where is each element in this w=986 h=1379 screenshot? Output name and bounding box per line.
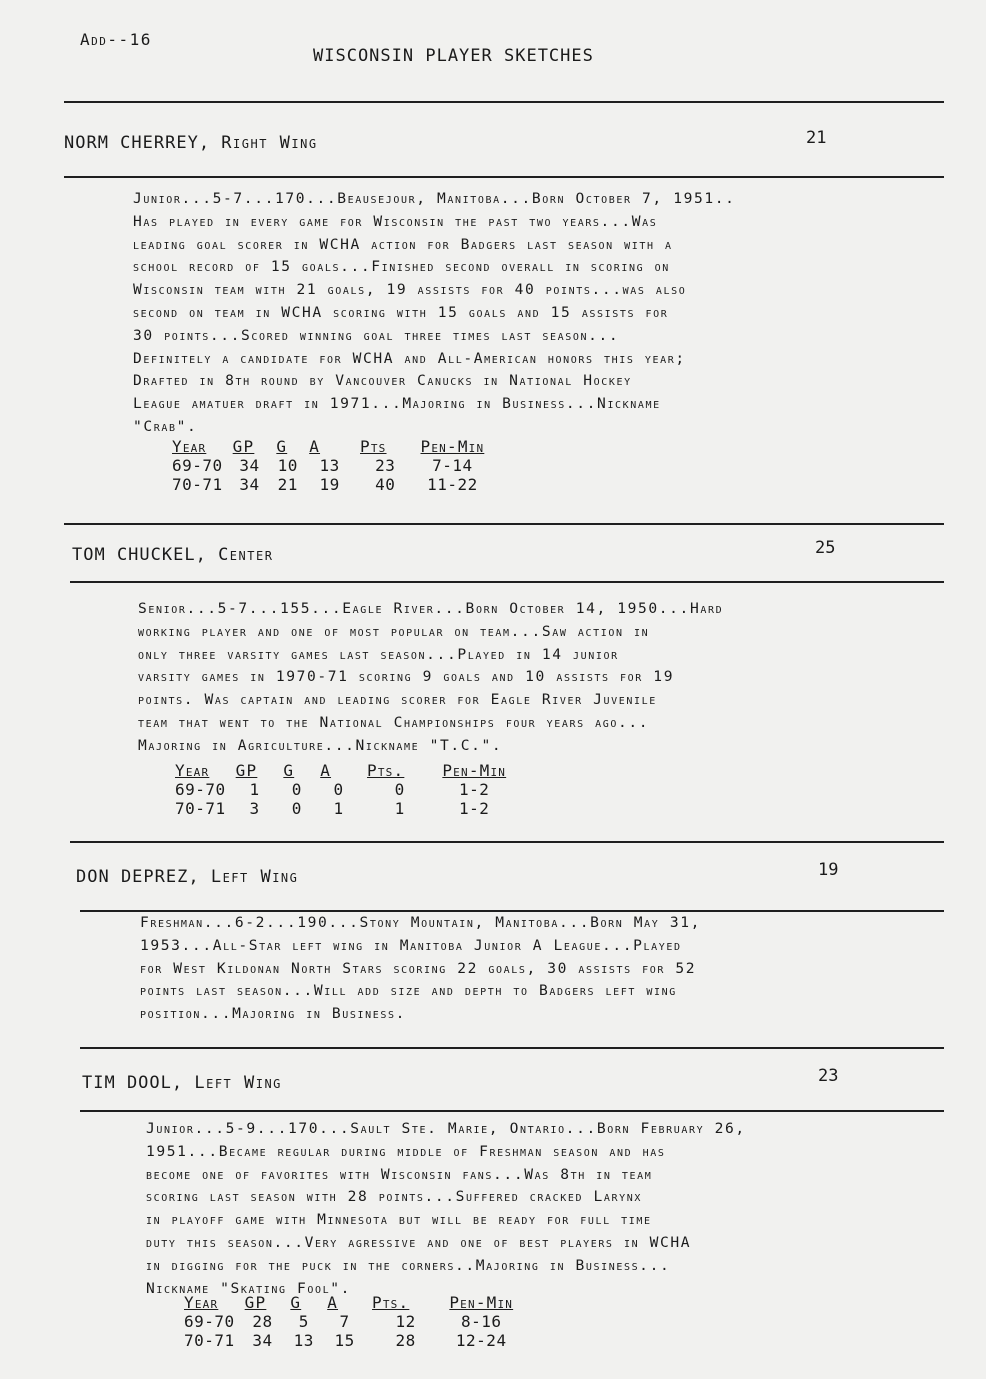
stats-row: 70-71 3 0 1 1 1-2 [175,799,490,818]
player-name: TOM CHUCKEL, [72,545,219,565]
section-rule [70,841,944,843]
stats-header-row: Year GP G A Pts Pen-Min [172,437,485,456]
stats-header-row: Year GP G A Pts. Pen-Min [184,1293,514,1312]
stats-row: 70-71 34 21 19 40 11-22 [172,475,478,494]
jersey-number: 19 [818,860,839,880]
section-rule [80,1047,944,1049]
stats-row: 69-70 28 5 7 12 8-16 [184,1312,502,1331]
section-rule [64,176,944,178]
page-title: WISCONSIN PLAYER SKETCHES [313,46,594,66]
player-position: Right Wing [221,133,318,153]
player-name: TIM DOOL, [82,1073,195,1093]
player-position: Left Wing [210,867,299,887]
section-rule [70,581,944,583]
player-position: Center [218,545,274,565]
player-heading [64,133,318,153]
player-bio: Freshman...6-2...190...Stony Mountain, Manitoba...Born May 31, 1953...All-Star left wing in Manitoba Junior A League...Played for West Kildonan North Stars scoring 22 goals, 30 assists for 52 points last season...Will add size and depth to Badgers left wing position...Majoring in Business. [140,914,701,1023]
player-name: DON DEPREZ, [76,867,211,887]
player-heading [82,1073,282,1093]
section-rule [64,523,944,525]
page-code: Add--16 [80,30,152,49]
header-rule [64,101,944,103]
player-heading [76,867,298,887]
stats-row: 69-70 34 10 13 23 7-14 [172,456,473,475]
stats-header-row: Year GP G A Pts. Pen-Min [175,761,507,780]
player-heading [72,545,273,565]
jersey-number: 25 [815,538,836,558]
stats-table [172,437,494,494]
stats-table [184,1293,523,1350]
player-bio: Junior...5-9...170...Sault Ste. Marie, Ontario...Born February 26, 1951...Became regular during middle of Freshman season and has become one of favorites with Wisconsin fans...Was 8th in team scoring last season with 28 points...Suffered cracked Larynx in playoff game with Minnesota but will be ready for full time duty this season...Very agressive and one of best players in WCHA in digging for the puck in the corners..Majoring in Business... Nickname "Skating Fool". [146,1120,746,1297]
player-bio: Senior...5-7...155...Eagle River...Born October 14, 1950...Hard working player and one of most popular on team...Saw action in only three varsity games last season...Played in 14 junior varsity games in 1970-71 scoring 9 goals and 10 assists for 19 points. Was captain and leading scorer for Eagle River Juvenile team that went to the National Championships four years ago... Majoring in Agriculture...Nickname "T.C.". [138,600,724,754]
jersey-number: 23 [818,1066,839,1086]
section-rule [80,1110,944,1112]
player-position: Left Wing [194,1073,282,1093]
player-bio: Junior...5-7...170...Beausejour, Manitoba...Born October 7, 1951.. Has played in every game for Wisconsin the past two years...Was leading goal scorer in WCHA action for Badgers last season with a school record of 15 goals...Finished second overall in scoring on Wisconsin team with 21 goals, 19 assists for 40 points...was also second on team in WCHA scoring with 15 goals and 15 assists for 30 points...Scored winning goal three times last season... Definitely a candidate for WCHA and All-American honors this year; Drafted in 8th round by Vancouver Canucks in National Hockey League amatuer draft in 1971...Majoring in Business...Nickname "Crab". [133,190,736,435]
stats-table [175,761,516,818]
jersey-number: 21 [806,128,827,148]
player-name: NORM CHERREY, [64,133,222,153]
stats-row: 70-71 34 13 15 28 12-24 [184,1331,507,1350]
stats-row: 69-70 1 0 0 0 1-2 [175,780,490,799]
